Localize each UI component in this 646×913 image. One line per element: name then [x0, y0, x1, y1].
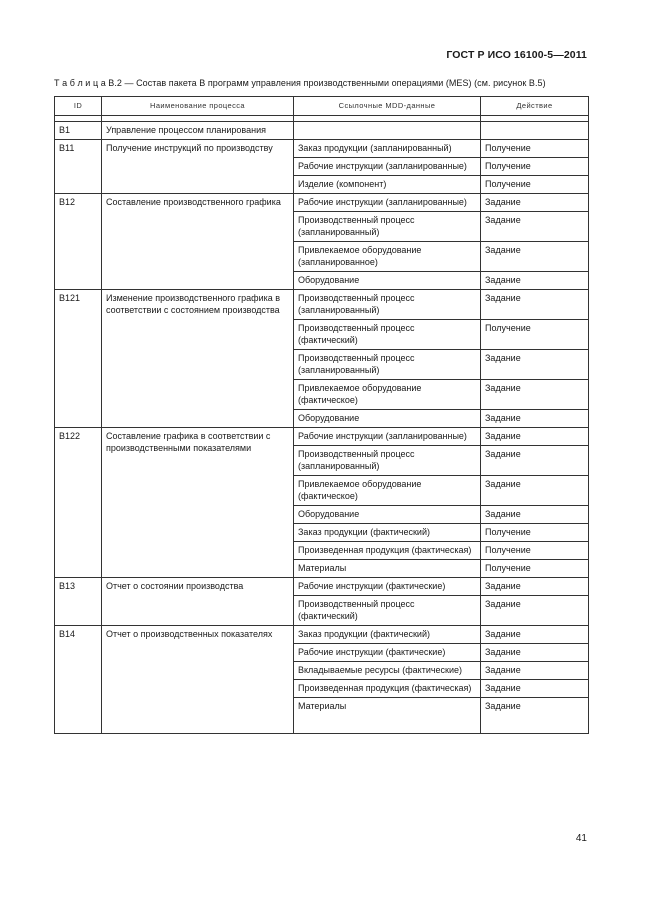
mdd-data-cell: Оборудование: [294, 506, 481, 524]
action-cell: Задание: [481, 242, 589, 272]
process-id-cell: В11: [55, 140, 102, 194]
mdd-data-cell: Производственный процесс (фактический): [294, 320, 481, 350]
mdd-data-cell: Рабочие инструкции (фактические): [294, 578, 481, 596]
action-cell: Получение: [481, 524, 589, 542]
action-cell: Задание: [481, 272, 589, 290]
table-row: [55, 140, 589, 158]
process-id-cell: В13: [55, 578, 102, 626]
table-row: [55, 290, 589, 320]
process-name-cell: Отчет о состоянии производства: [102, 578, 294, 626]
document-code: ГОСТ Р ИСО 16100-5—2011: [446, 49, 587, 61]
mdd-data-cell: Привлекаемое оборудование (запланированное): [294, 242, 481, 272]
table-header-row: [55, 97, 589, 116]
action-cell: Задание: [481, 410, 589, 428]
mdd-data-cell: Привлекаемое оборудование (фактическое): [294, 476, 481, 506]
mdd-data-cell: [294, 122, 481, 140]
action-cell: Задание: [481, 428, 589, 446]
mdd-data-cell: Заказ продукции (запланированный): [294, 140, 481, 158]
action-cell: Задание: [481, 446, 589, 476]
action-cell: Получение: [481, 560, 589, 578]
action-cell: Получение: [481, 320, 589, 350]
table-row: [55, 194, 589, 212]
process-id-cell: В1: [55, 122, 102, 140]
mdd-data-cell: Рабочие инструкции (запланированные): [294, 428, 481, 446]
action-cell: Задание: [481, 698, 589, 734]
page-number: 41: [575, 833, 587, 844]
action-cell: Задание: [481, 680, 589, 698]
mdd-data-cell: Производственный процесс (запланированный): [294, 350, 481, 380]
column-header-id: ID: [55, 97, 102, 116]
process-table: [54, 96, 589, 734]
table-row: [55, 578, 589, 596]
column-header-mdd: Ссылочные MDD-данные: [294, 97, 481, 116]
action-cell: Задание: [481, 578, 589, 596]
action-cell: Получение: [481, 140, 589, 158]
process-name-cell: Составление графика в соответствии с производственными показателями: [102, 428, 294, 578]
mdd-data-cell: Производственный процесс (фактический): [294, 596, 481, 626]
action-cell: Получение: [481, 542, 589, 560]
action-cell: Задание: [481, 290, 589, 320]
process-name-cell: Управление процессом планирования: [102, 122, 294, 140]
action-cell: Получение: [481, 158, 589, 176]
caption-text: В.2 — Состав пакета В программ управления производственными операциями (MES) (см. рисунок В.5): [105, 78, 546, 88]
action-cell: Получение: [481, 176, 589, 194]
action-cell: Задание: [481, 194, 589, 212]
mdd-data-cell: Материалы: [294, 560, 481, 578]
mdd-data-cell: Произведенная продукция (фактическая): [294, 542, 481, 560]
action-cell: Задание: [481, 212, 589, 242]
action-cell: Задание: [481, 662, 589, 680]
mdd-data-cell: Рабочие инструкции (запланированные): [294, 158, 481, 176]
mdd-data-cell: Рабочие инструкции (фактические): [294, 644, 481, 662]
process-name-cell: Изменение производственного графика в соответствии с состоянием производства: [102, 290, 294, 428]
action-cell: Задание: [481, 350, 589, 380]
table-body: [55, 116, 589, 734]
mdd-data-cell: Оборудование: [294, 272, 481, 290]
action-cell: Задание: [481, 380, 589, 410]
mdd-data-cell: Вкладываемые ресурсы (фактические): [294, 662, 481, 680]
table-row: [55, 122, 589, 140]
table-row: [55, 428, 589, 446]
action-cell: Задание: [481, 506, 589, 524]
process-id-cell: В121: [55, 290, 102, 428]
mdd-data-cell: Заказ продукции (фактический): [294, 626, 481, 644]
mdd-data-cell: Производственный процесс (запланированный): [294, 446, 481, 476]
mdd-data-cell: Производственный процесс (запланированный): [294, 212, 481, 242]
table-caption: [54, 78, 546, 88]
process-name-cell: Получение инструкций по производству: [102, 140, 294, 194]
action-cell: Задание: [481, 644, 589, 662]
action-cell: Задание: [481, 626, 589, 644]
mdd-data-cell: Изделие (компонент): [294, 176, 481, 194]
process-id-cell: В122: [55, 428, 102, 578]
mdd-data-cell: Произведенная продукция (фактическая): [294, 680, 481, 698]
column-header-process-name: Наименование процесса: [102, 97, 294, 116]
mdd-data-cell: Заказ продукции (фактический): [294, 524, 481, 542]
process-name-cell: Отчет о производственных показателях: [102, 626, 294, 734]
column-header-action: Действие: [481, 97, 589, 116]
process-name-cell: Составление производственного графика: [102, 194, 294, 290]
mdd-data-cell: Рабочие инструкции (запланированные): [294, 194, 481, 212]
action-cell: Задание: [481, 476, 589, 506]
process-id-cell: В12: [55, 194, 102, 290]
caption-prefix: Т а б л и ц а: [54, 78, 106, 88]
mdd-data-cell: Материалы: [294, 698, 481, 734]
mdd-data-cell: Оборудование: [294, 410, 481, 428]
mdd-data-cell: Производственный процесс (запланированный): [294, 290, 481, 320]
process-id-cell: В14: [55, 626, 102, 734]
mdd-data-cell: Привлекаемое оборудование (фактическое): [294, 380, 481, 410]
table-row: [55, 626, 589, 644]
action-cell: [481, 122, 589, 140]
action-cell: Задание: [481, 596, 589, 626]
